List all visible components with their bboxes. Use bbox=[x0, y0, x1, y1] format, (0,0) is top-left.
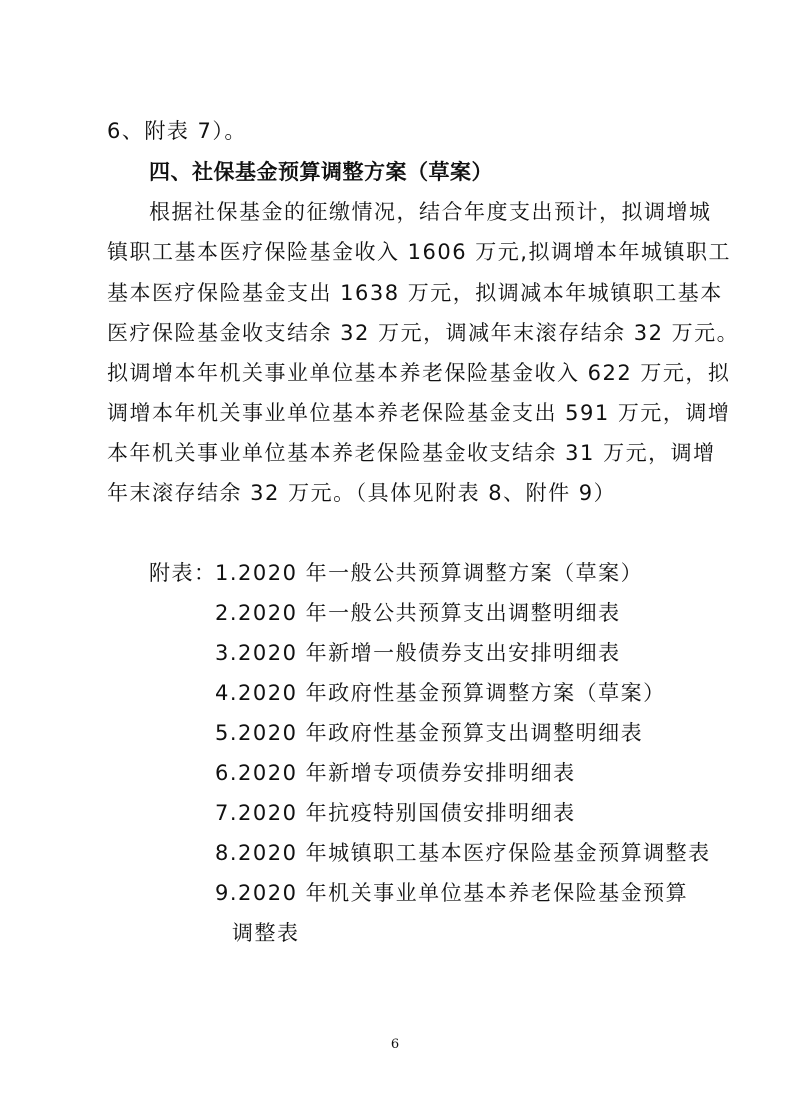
paragraph-line: 基本医疗保险基金支出 1638 万元，拟调减本年城镇职工基本 bbox=[107, 281, 723, 305]
page-number: 6 bbox=[390, 1037, 400, 1052]
attachment-item: 1.2020 年一般公共预算调整方案（草案） bbox=[215, 561, 644, 585]
paragraph-line: 拟调增本年机关事业单位基本养老保险基金收入 622 万元，拟 bbox=[107, 361, 731, 385]
attachments-label: 附表： bbox=[149, 561, 217, 585]
attachment-item: 7.2020 年抗疫特别国债安排明细表 bbox=[215, 801, 576, 825]
attachment-item-continuation: 调整表 bbox=[232, 921, 300, 945]
section-heading: 四、社保基金预算调整方案（草案） bbox=[149, 160, 493, 184]
attachment-item: 4.2020 年政府性基金预算调整方案（草案） bbox=[215, 681, 666, 705]
attachment-item: 2.2020 年一般公共预算支出调整明细表 bbox=[215, 601, 621, 625]
attachment-item: 9.2020 年机关事业单位基本养老保险基金预算 bbox=[215, 881, 689, 905]
paragraph-line: 根据社保基金的征缴情况，结合年度支出预计，拟调增城 bbox=[149, 200, 712, 224]
attachment-item: 6.2020 年新增专项债券安排明细表 bbox=[215, 761, 576, 785]
paragraph-line: 医疗保险基金收支结余 32 万元，调减年末滚存结余 32 万元。 bbox=[107, 321, 740, 345]
attachment-item: 3.2020 年新增一般债券支出安排明细表 bbox=[215, 641, 621, 665]
paragraph-line: 调增本年机关事业单位基本养老保险基金支出 591 万元，调增 bbox=[107, 401, 731, 425]
paragraph-line: 镇职工基本医疗保险基金收入 1606 万元,拟调增本年城镇职工 bbox=[107, 240, 731, 264]
attachment-item: 8.2020 年城镇职工基本医疗保险基金预算调整表 bbox=[215, 841, 711, 865]
paragraph-line: 本年机关事业单位基本养老保险基金收支结余 31 万元，调增 bbox=[107, 441, 716, 465]
continuation-line: 6、附表 7）。 bbox=[107, 119, 247, 143]
paragraph-line: 年末滚存结余 32 万元。（具体见附表 8、附件 9） bbox=[107, 481, 617, 505]
attachment-item: 5.2020 年政府性基金预算支出调整明细表 bbox=[215, 721, 644, 745]
